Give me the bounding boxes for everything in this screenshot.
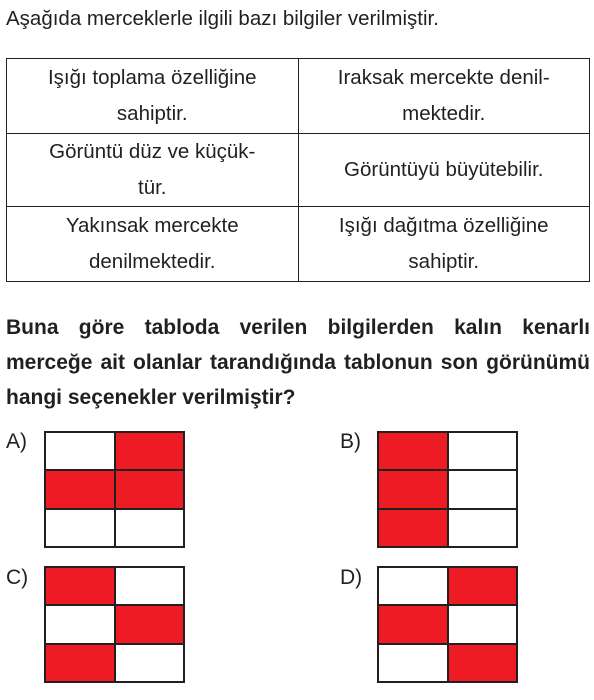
grid-cell-r3-c2-shaded — [448, 644, 518, 682]
intro-text: Aşağıda merceklerle ilgili bazı bilgiler verilmiştir. — [6, 7, 439, 30]
table-cell-r3-c2: Işığı dağıtma özelliğine sahiptir. — [298, 207, 590, 282]
info-table — [6, 58, 590, 282]
grid-cell-r2-c1 — [45, 605, 115, 643]
grid-cell-r1-c2-shaded — [115, 432, 185, 470]
grid-cell-r3-c2 — [115, 509, 185, 547]
grid-cell-r2-c2-shaded — [115, 470, 185, 508]
grid-cell-r2-c1-shaded — [378, 470, 448, 508]
grid-cell-r2-c2 — [448, 605, 518, 643]
option-d-label[interactable]: D) — [340, 566, 363, 589]
option-d-grid[interactable] — [377, 566, 518, 683]
grid-cell-r1-c1-shaded — [378, 432, 448, 470]
table-row — [7, 134, 590, 207]
grid-cell-r1-c2 — [115, 567, 185, 605]
grid-cell-r3-c1 — [45, 509, 115, 547]
table-cell-r1-c1: Işığı toplama özelliğine sahiptir. — [7, 59, 299, 134]
option-c-grid[interactable] — [44, 566, 185, 683]
grid-cell-r2-c2 — [448, 470, 518, 508]
table-cell-r3-c1: Yakınsak mercekte denilmektedir. — [7, 207, 299, 282]
grid-cell-r1-c2 — [448, 432, 518, 470]
option-c-label[interactable]: C) — [6, 566, 29, 589]
grid-cell-r1-c1 — [378, 567, 448, 605]
option-a-grid[interactable] — [44, 431, 185, 548]
table-cell-r2-c1: Görüntü düz ve küçük- tür. — [7, 134, 299, 207]
grid-cell-r3-c1 — [378, 644, 448, 682]
grid-cell-r2-c1-shaded — [45, 470, 115, 508]
table-row — [7, 207, 590, 282]
grid-cell-r3-c1-shaded — [378, 509, 448, 547]
grid-cell-r3-c2 — [115, 644, 185, 682]
table-cell-r2-c2: Görüntüyü büyütebilir. — [298, 134, 590, 207]
grid-cell-r1-c1-shaded — [45, 567, 115, 605]
option-b-label[interactable]: B) — [340, 430, 361, 453]
table-row — [7, 59, 590, 134]
option-b-grid[interactable] — [377, 431, 518, 548]
grid-cell-r2-c1-shaded — [378, 605, 448, 643]
grid-cell-r2-c2-shaded — [115, 605, 185, 643]
question-text: Buna göre tabloda verilen bilgilerden kalın kenarlı merceğe ait olanlar tarandığında tablonun son görünümü hangi seçenekler verilmiştir? — [6, 316, 590, 409]
grid-cell-r3-c2 — [448, 509, 518, 547]
grid-cell-r3-c1-shaded — [45, 644, 115, 682]
grid-cell-r1-c1 — [45, 432, 115, 470]
grid-cell-r1-c2-shaded — [448, 567, 518, 605]
table-cell-r1-c2: Iraksak mercekte denil- mektedir. — [298, 59, 590, 134]
option-a-label[interactable]: A) — [6, 430, 27, 453]
